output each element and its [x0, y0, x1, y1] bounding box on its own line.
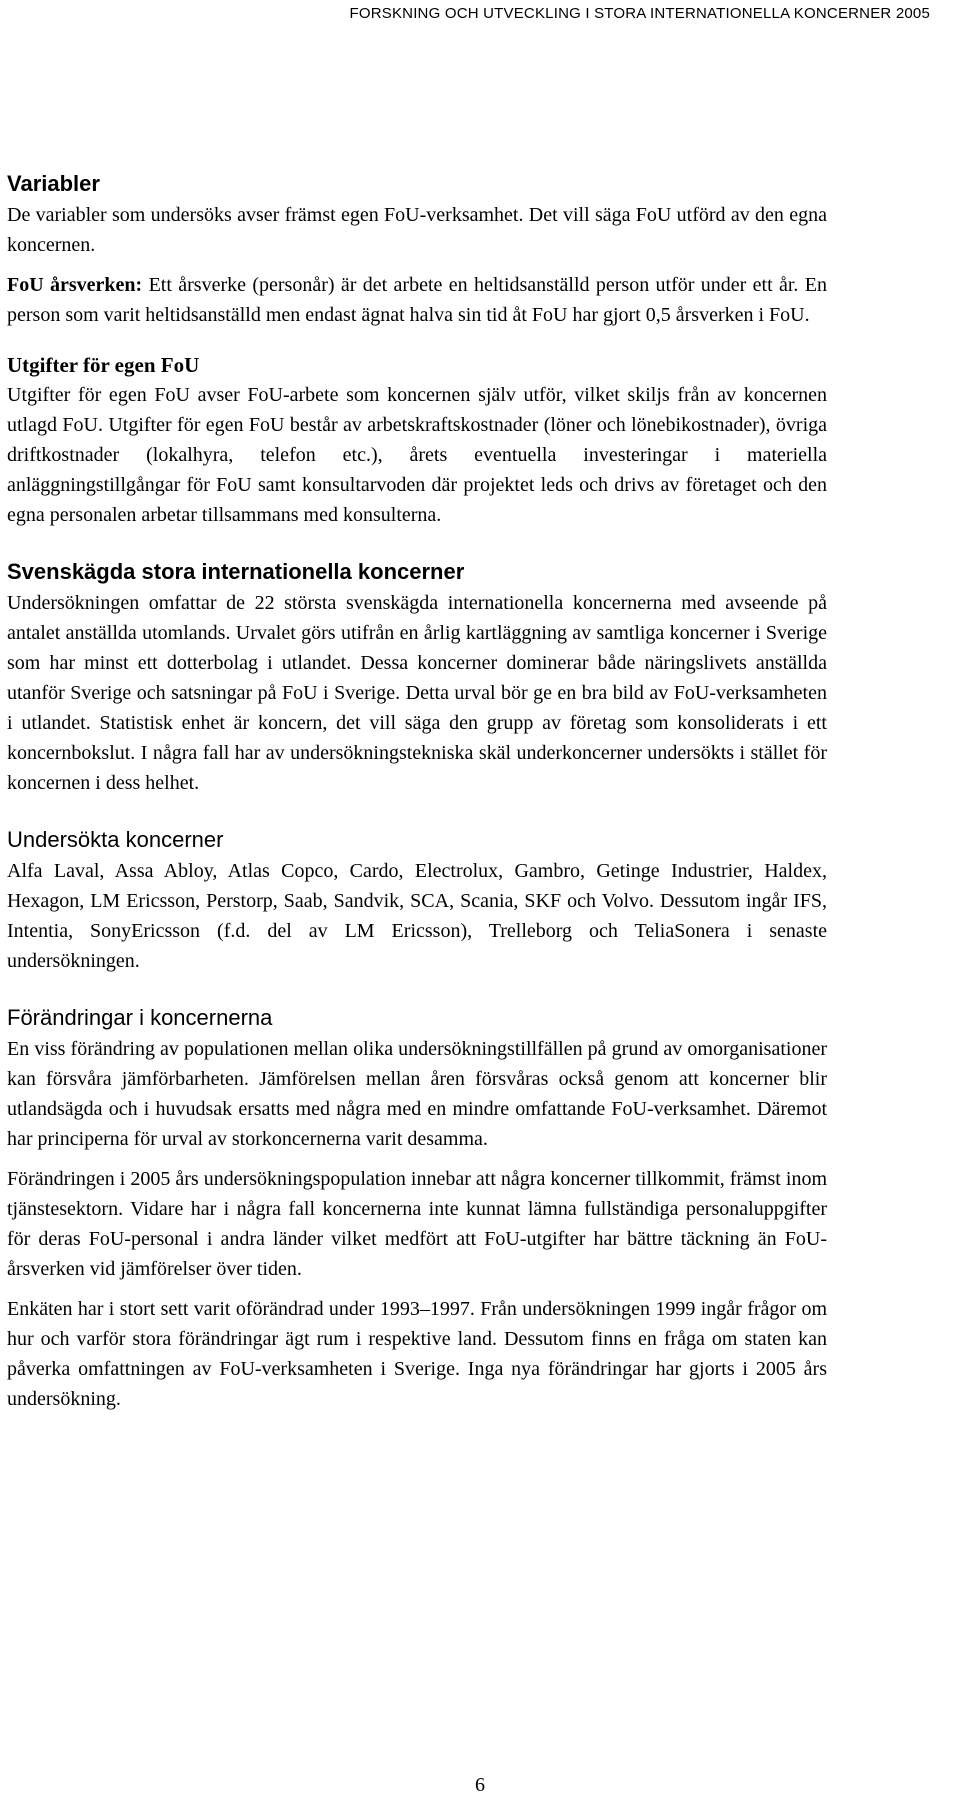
- paragraph-fou-arsverken: [7, 270, 827, 330]
- definition-fou-arsverken: Ett årsverke (personår) är det arbete en heltidsanställd person utför under ett år. En person som varit heltidsanställd men endast ägnat halva sin tid åt FoU har gjort 0,5 årsverken i FoU.: [7, 274, 828, 326]
- heading-variabler: Variabler: [7, 171, 100, 196]
- paragraph-undersokta: Alfa Laval, Assa Abloy, Atlas Copco, Cardo, Electrolux, Gambro, Getinge Industrier, Haldex, Hexagon, LM Ericsson, Perstorp, Saab, Sandvik, SCA, Scania, SKF och Volvo. Dessutom ingår IFS, Intentia, SonyEricsson (f.d. del av LM Ericsson), Trelleborg och TeliaSonera i senaste undersökningen.: [7, 860, 827, 972]
- paragraph-forandringar-2: Förändringen i 2005 års undersökningspopulation innebar att några koncerner tillkommit, främst inom tjänstesektorn. Vidare har i några fall koncernerna inte kunnat lämna fullständiga personaluppgifter för deras FoU-personal i andra länder vilket medfört att FoU-utgifter har bättre täckning än FoU-årsverken vid jämförelser över tiden.: [7, 1168, 827, 1280]
- term-fou-arsverken: FoU årsverken:: [7, 274, 143, 296]
- paragraph-utgifter: Utgifter för egen FoU avser FoU-arbete som koncernen själv utför, vilket skiljs från av koncernen utlagd FoU. Utgifter för egen FoU består av arbetskraftskostnader (löner och lönebikostnader), övriga driftkostnader (lokalhyra, telefon etc.), årets eventuella investeringar i materiella anläggningstillgångar för FoU samt konsultarvoden där projektet leds och drivs av företaget och den egna personalen arbetar tillsammans med konsulterna.: [7, 384, 827, 526]
- paragraph-forandringar-1: En viss förändring av populationen mellan olika undersökningstillfällen på grund av omorganisationer kan försvåra jämförbarheten. Jämförelsen mellan åren försvåras också genom att koncerner blir utlandsägda och i huvudsak ersatts med några med en mindre omfattande FoU-verksamhet. Däremot har principerna för urval av storkoncernerna varit desamma.: [7, 1038, 827, 1150]
- heading-forandringar: Förändringar i koncernerna: [7, 1005, 273, 1030]
- heading-svenskagda: Svenskägda stora internationella koncerner: [7, 559, 465, 584]
- paragraph-variabler-intro: De variabler som undersöks avser främst egen FoU-verksamhet. Det vill säga FoU utförd av den egna koncernen.: [7, 204, 827, 256]
- heading-undersokta: Undersökta koncerner: [7, 827, 224, 852]
- document-body: [7, 168, 827, 1414]
- running-header: FORSKNING OCH UTVECKLING I STORA INTERNATIONELLA KONCERNER 2005: [349, 5, 930, 22]
- page-number: 6: [475, 1774, 485, 1796]
- paragraph-forandringar-3: Enkäten har i stort sett varit oförändrad under 1993–1997. Från undersökningen 1999 ingår frågor om hur och varför stora förändringar ägt rum i respektive land. Dessutom finns en fråga om staten kan påverka omfattningen av FoU-verksamheten i Sverige. Inga nya förändringar har gjorts i 2005 års undersökning.: [7, 1298, 827, 1410]
- heading-utgifter: Utgifter för egen FoU: [7, 353, 200, 377]
- paragraph-svenskagda: Undersökningen omfattar de 22 största svenskägda internationella koncernerna med avseende på antalet anställda utomlands. Urvalet görs utifrån en årlig kartläggning av samtliga koncerner i Sverige som har minst ett dotterbolag i utlandet. Dessa koncerner dominerar både näringslivets anställda utanför Sverige och satsningar på FoU i Sverige. Detta urval bör ge en bra bild av FoU-verksamheten i utlandet. Statistisk enhet är koncern, det vill säga den grupp av företag som konsoliderats i ett koncernbokslut. I några fall har av undersökningstekniska skäl underkoncerner undersökts i stället för koncernen i dess helhet.: [7, 592, 827, 794]
